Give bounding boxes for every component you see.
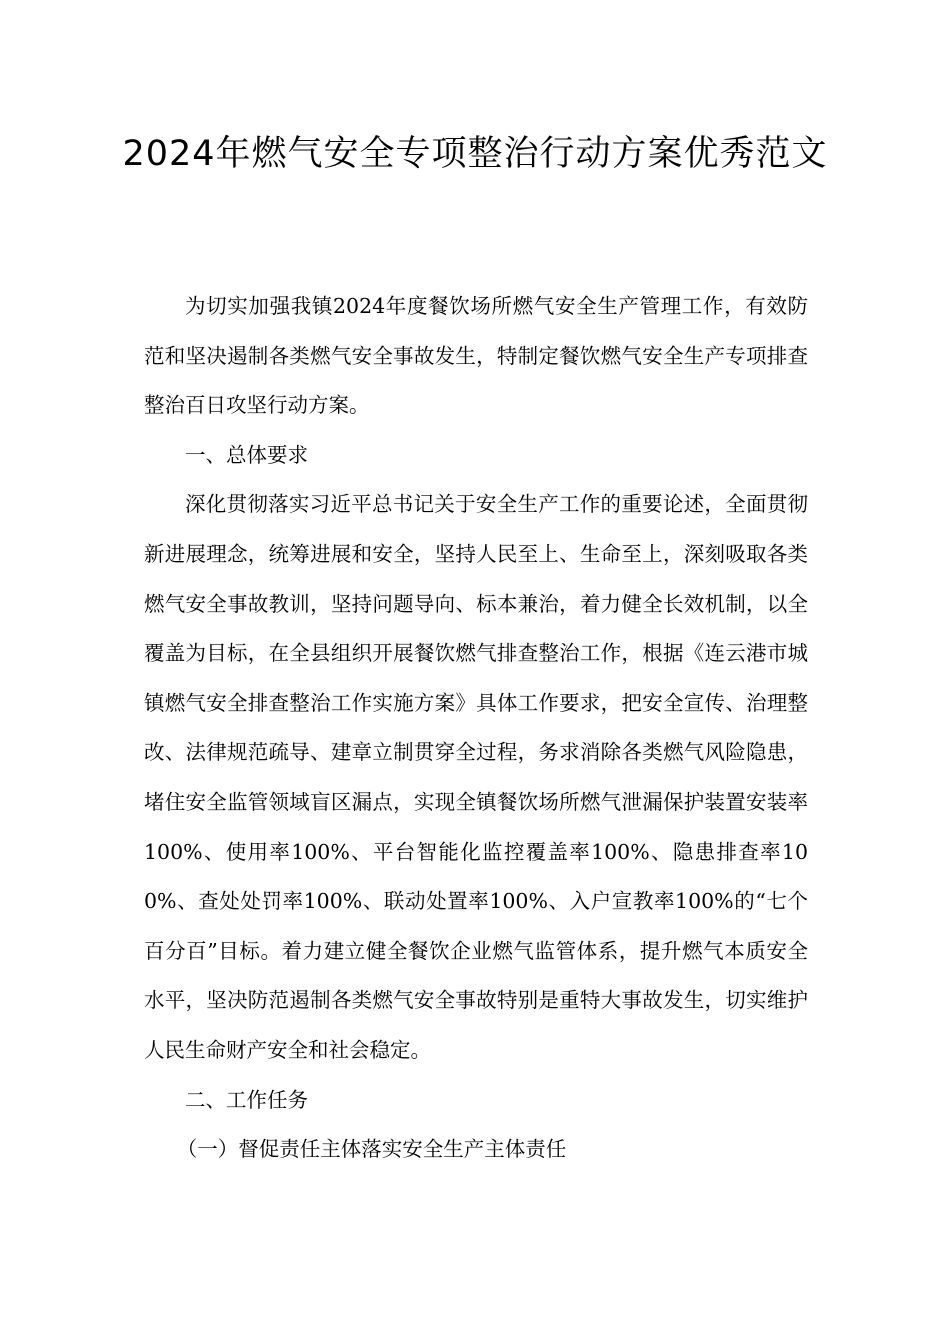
intro-paragraph: 为切实加强我镇2024年度餐饮场所燃气安全生产管理工作，有效防范和坚决遏制各类燃气安全事故发生，特制定餐饮燃气安全生产专项排查整治百日攻坚行动方案。	[144, 294, 808, 418]
section-heading-general-requirements: 一、总体要求	[185, 442, 308, 467]
document-title: 2024年燃气安全专项整治行动方案优秀范文	[122, 134, 828, 174]
section-heading-work-tasks: 二、工作任务	[185, 1087, 308, 1112]
subsection-heading-responsibility: （一）督促责任主体落实安全生产主体责任	[176, 1137, 567, 1162]
general-requirements-paragraph: 深化贯彻落实习近平总书记关于安全生产工作的重要论述，全面贯彻新进展理念，统筹进展和安全，坚持人民至上、生命至上，深刻吸取各类燃气安全事故教训，坚持问题导向、标本兼治，着力健全长效机制，以全覆盖为目标，在全县组织开展餐饮燃气排查整治工作，根据《连云港市城镇燃气安全排查整治工作实施方案》具体工作要求，把安全宣传、治理整改、法律规范疏导、建章立制贯穿全过程，务求消除各类燃气风险隐患，堵住安全监管领域盲区漏点，实现全镇餐饮场所燃气泄漏保护装置安装率100%、使用率100%、平台智能化监控覆盖率100%、隐患排查率100%、查处处罚率100%、联动处置率100%、入户宣教率100%的“七个百分百”目标。着力建立健全餐饮企业燃气监管体系，提升燃气本质安全水平，坚决防范遏制各类燃气安全事故特别是重特大事故发生，切实维护人民生命财产安全和社会稳定。	[144, 492, 808, 1062]
document-body	[144, 282, 808, 1175]
